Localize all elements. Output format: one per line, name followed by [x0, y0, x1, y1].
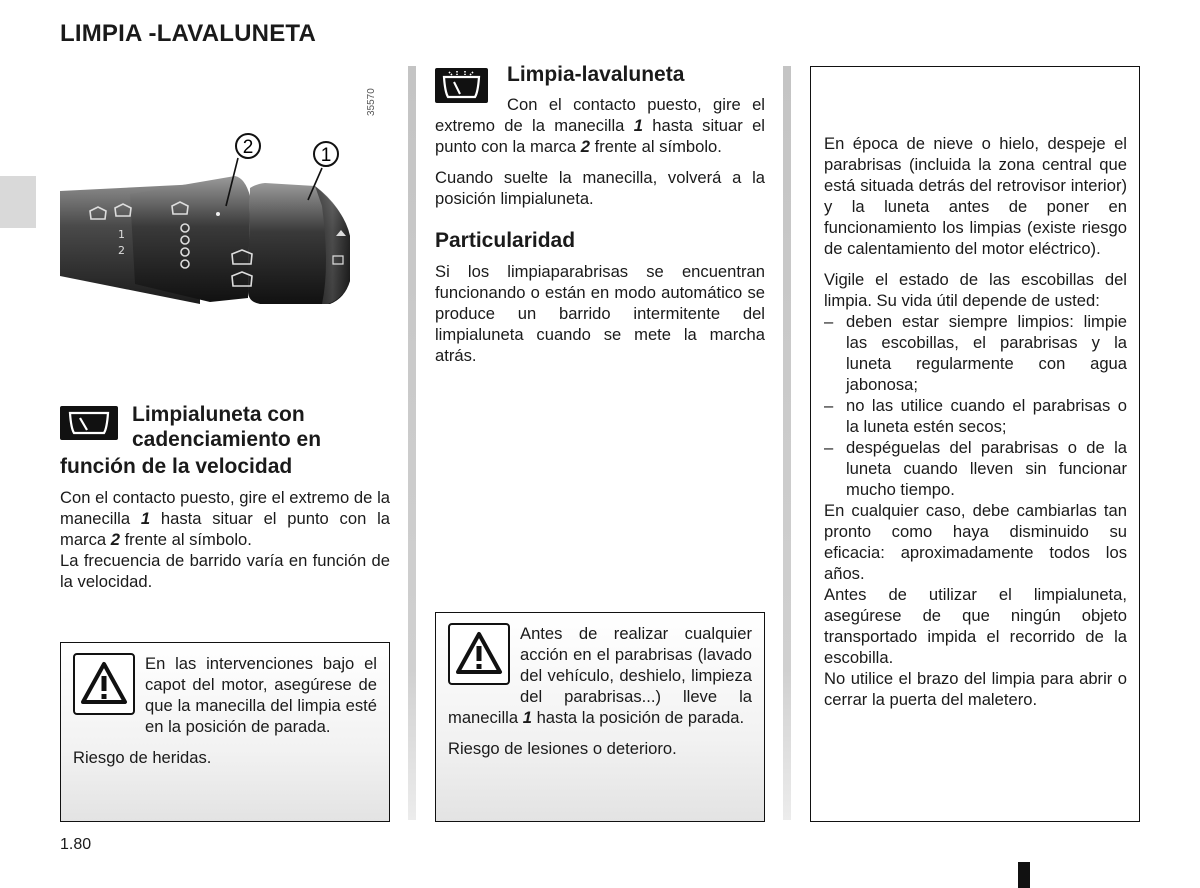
info-paragraph: En época de nieve o hielo, despeje el parabrisas (incluida la zona central que está situada detrás del retrovisor interior) y la luneta antes de poner en funcionamiento los limpias (existe riesgo de calentamiento del motor eléctrico).: [824, 134, 1127, 258]
wiper-lever-illustration: [60, 66, 390, 376]
section-title-line1: Limpialuneta con: [132, 403, 305, 426]
page-number: 1.80: [60, 836, 92, 853]
info-list: [824, 311, 1127, 500]
section-paragraph: Con el contacto puesto, gire el extremo de la manecilla 1 hasta situar el punto con la marca 2 frente al símbolo. La frecuencia de barrido varía en función de la velocidad.: [60, 488, 390, 591]
section-paragraph: Cuando suelte la manecilla, volverá a la posición limpialuneta.: [435, 168, 765, 208]
section-paragraph: Si los limpiaparabrisas se encuentran funcionando o están en modo automático se produce un barrido intermitente del limpialuneta cuando se mete la marcha atrás.: [435, 262, 765, 365]
list-item: – deben estar siempre limpios: limpie las escobillas, el parabrisas y la luneta regularmente con agua jabonosa;: [824, 311, 1127, 395]
figure-code: 35570: [366, 88, 377, 116]
callout-2: 2: [242, 137, 254, 158]
section-title: Limpia-lavaluneta: [507, 63, 685, 86]
warning-text: En las intervenciones bajo el capot del motor, asegúrese de que la manecilla del limpia esté en la posición de parada.: [145, 654, 377, 736]
section-paragraph: Con el contacto puesto, gire el extremo de la manecilla 1 hasta situar el punto con la marca 2 frente al símbolo.: [435, 95, 765, 156]
warning-risk: Riesgo de heridas.: [73, 748, 212, 767]
info-paragraph: Vigile el estado de las escobillas del limpia. Su vida útil depende de usted:: [824, 270, 1127, 310]
wiper-lever-figure: [60, 66, 390, 376]
warning-triangle-icon: [448, 623, 510, 685]
column-divider: [408, 66, 416, 820]
info-box: [810, 66, 1140, 822]
warning-box: [60, 642, 390, 822]
lever-mark-1: 1: [118, 228, 125, 241]
info-paragraph: En cualquier caso, debe cambiarlas tan pronto como haya disminuido su eficacia: aproximadamente todos los años.: [824, 501, 1127, 583]
page-title: LIMPIA -LAVALUNETA: [60, 20, 317, 47]
info-paragraph: No utilice el brazo del limpia para abrir o cerrar la puerta del maletero.: [824, 669, 1127, 709]
rear-wiper-icon: [60, 406, 118, 440]
warning-text: Antes de realizar cualquier acción en el parabrisas (lavado del vehículo, deshielo, limpieza del parabrisas...) lleve la manecilla 1 hasta la posición de parada.: [448, 624, 752, 727]
section-rear-wiper-washer: [435, 62, 765, 366]
rear-wiper-washer-icon: [435, 68, 488, 103]
lever-mark-2: 2: [118, 244, 125, 257]
callout-1: 1: [320, 145, 332, 166]
section-title-line2: cadenciamiento en: [132, 428, 322, 451]
section-rear-wiper-speed: [60, 402, 390, 592]
section-end-mark: [1018, 862, 1030, 888]
list-item: – no las utilice cuando el parabrisas o la luneta estén secos;: [824, 395, 1127, 437]
subsection-title: Particularidad: [435, 229, 576, 252]
info-paragraph: Antes de utilizar el limpialuneta, asegúrese de que ningún objeto transportado impida el recorrido de la escobilla.: [824, 585, 1127, 667]
section-title-line3: función de la velocidad: [60, 455, 293, 478]
column-divider: [783, 66, 791, 820]
warning-box: [435, 612, 765, 822]
warning-triangle-icon: [73, 653, 135, 715]
chapter-tab: [0, 176, 36, 228]
list-item: – despéguelas del parabrisas o de la luneta cuando lleven sin funcionar mucho tiempo.: [824, 437, 1127, 500]
warning-risk: Riesgo de lesiones o deterioro.: [448, 739, 677, 758]
